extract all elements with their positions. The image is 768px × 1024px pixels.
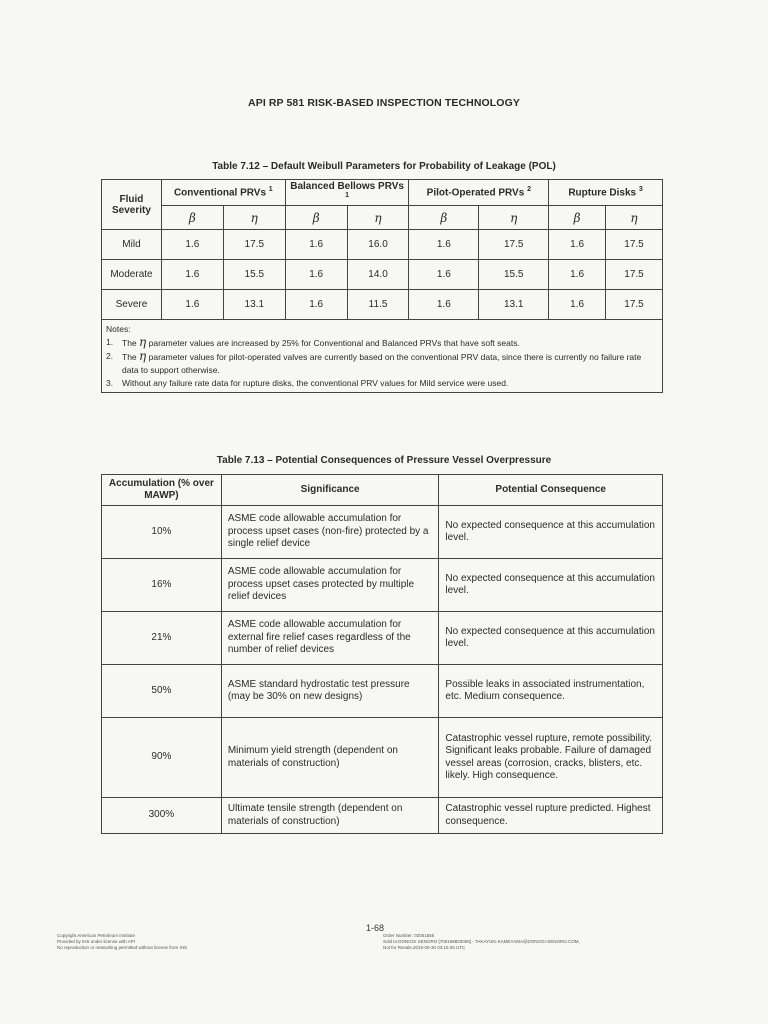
beta-symbol: β xyxy=(549,206,606,230)
header-rupture-disks: Rupture Disks $^3$ xyxy=(549,180,663,206)
value-cell: 14.0 xyxy=(347,260,409,290)
significance-cell: ASME code allowable accumulation for external fire relief cases regardless of the number of relief devices xyxy=(221,612,439,665)
beta-symbol: β xyxy=(285,206,347,230)
significance-cell: ASME code allowable accumulation for process upset cases protected by multiple relief devices xyxy=(221,559,439,612)
value-cell: 1.6 xyxy=(549,260,606,290)
table-notes xyxy=(102,320,663,393)
value-cell: 17.5 xyxy=(606,260,663,290)
eta-symbol: η xyxy=(223,206,285,230)
eta-symbol: η xyxy=(479,206,549,230)
table-row xyxy=(102,718,663,798)
significance-cell: ASME standard hydrostatic test pressure (may be 30% on new designs) xyxy=(221,665,439,718)
significance-cell: Minimum yield strength (dependent on materials of construction) xyxy=(221,718,439,798)
weibull-parameters-table xyxy=(101,179,663,393)
value-cell: 15.5 xyxy=(223,260,285,290)
table-row xyxy=(102,559,663,612)
severity-cell: Moderate xyxy=(102,260,162,290)
value-cell: 1.6 xyxy=(285,230,347,260)
beta-symbol: β xyxy=(161,206,223,230)
table-712-caption: Table 7.12 – Default Weibull Parameters for Probability of Leakage (POL) xyxy=(212,161,556,172)
accumulation-cell: 90% xyxy=(102,718,222,798)
table-row xyxy=(102,260,663,290)
accumulation-cell: 50% xyxy=(102,665,222,718)
value-cell: 1.6 xyxy=(409,230,479,260)
header-fluid-severity: Fluid Severity xyxy=(102,180,162,230)
table-713-caption: Table 7.13 – Potential Consequences of Pressure Vessel Overpressure xyxy=(216,455,552,466)
value-cell: 1.6 xyxy=(549,290,606,320)
notes-title: Notes: xyxy=(106,324,131,334)
value-cell: 17.5 xyxy=(223,230,285,260)
value-cell: 17.5 xyxy=(606,290,663,320)
value-cell: 13.1 xyxy=(223,290,285,320)
table-row xyxy=(102,506,663,559)
header-potential-consequence: Potential Consequence xyxy=(439,475,663,506)
accumulation-cell: 21% xyxy=(102,612,222,665)
value-cell: 1.6 xyxy=(285,260,347,290)
value-cell: 11.5 xyxy=(347,290,409,320)
table-row xyxy=(102,798,663,834)
consequence-cell: No expected consequence at this accumulation level. xyxy=(439,612,663,665)
value-cell: 17.5 xyxy=(479,230,549,260)
header-significance: Significance xyxy=(221,475,439,506)
value-cell: 1.6 xyxy=(161,260,223,290)
consequence-cell: No expected consequence at this accumulation level. xyxy=(439,506,663,559)
severity-cell: Severe xyxy=(102,290,162,320)
value-cell: 1.6 xyxy=(549,230,606,260)
table-row xyxy=(102,612,663,665)
value-cell: 1.6 xyxy=(409,290,479,320)
eta-symbol: η xyxy=(606,206,663,230)
accumulation-cell: 16% xyxy=(102,559,222,612)
footer-copyright: Copyright American Petroleum Institute Provided by IHS under license with API No reproduction or networking permitted without license from IHS xyxy=(57,933,188,950)
value-cell: 1.6 xyxy=(409,260,479,290)
table-row xyxy=(102,230,663,260)
significance-cell: Ultimate tensile strength (dependent on materials of construction) xyxy=(221,798,439,834)
severity-cell: Mild xyxy=(102,230,162,260)
beta-symbol: β xyxy=(409,206,479,230)
table-row xyxy=(102,290,663,320)
note-item: 3. Without any failure rate data for rupture disks, the conventional PRV values for Mild service were used. xyxy=(106,378,509,388)
note-item: 2. The η parameter values for pilot-operated valves are currently based on the conventional PRV data, since there is currently no failure rate data to support otherwise. xyxy=(106,349,642,375)
value-cell: 16.0 xyxy=(347,230,409,260)
eta-symbol: η xyxy=(347,206,409,230)
consequence-cell: No expected consequence at this accumulation level. xyxy=(439,559,663,612)
page-number: 1-68 xyxy=(366,923,385,933)
value-cell: 13.1 xyxy=(479,290,549,320)
value-cell: 1.6 xyxy=(161,290,223,320)
value-cell: 15.5 xyxy=(479,260,549,290)
accumulation-cell: 10% xyxy=(102,506,222,559)
consequence-cell: Catastrophic vessel rupture, remote possibility. Significant leaks probable. Failure of damaged vessel areas (corrosion, cracks, blisters, etc. likely. High consequence. xyxy=(439,718,663,798)
significance-cell: ASME code allowable accumulation for process upset cases (non-fire) protected by a single relief device xyxy=(221,506,439,559)
value-cell: 1.6 xyxy=(285,290,347,320)
value-cell: 17.5 xyxy=(606,230,663,260)
header-conventional-prvs: Conventional PRVs $^1$ xyxy=(161,180,285,206)
value-cell: 1.6 xyxy=(161,230,223,260)
overpressure-consequences-table xyxy=(101,474,663,834)
consequence-cell: Possible leaks in associated instrumentation, etc. Medium consequence. xyxy=(439,665,663,718)
header-accumulation: Accumulation (% over MAWP) xyxy=(102,475,222,506)
table-row xyxy=(102,665,663,718)
footer-order-info: Order Number: 02051555 Sold to:DONGGI SENORO [700168820006] - TAKAYUKI.KAMEYAMA@DONGGI-SENORO.COM, Not for Resale,2015-05-30 03:15:26 UTC xyxy=(383,933,580,950)
header-pilot-operated-prvs: Pilot-Operated PRVs $^2$ xyxy=(409,180,549,206)
page-header-title: API RP 581 RISK-BASED INSPECTION TECHNOLOGY xyxy=(248,97,520,109)
consequence-cell: Catastrophic vessel rupture predicted. Highest consequence. xyxy=(439,798,663,834)
header-balanced-bellows-prvs: Balanced Bellows PRVs $^1$ xyxy=(285,180,409,206)
note-item: 1. The η parameter values are increased by 25% for Conventional and Balanced PRVs that have soft seats. xyxy=(106,335,520,349)
accumulation-cell: 300% xyxy=(102,798,222,834)
